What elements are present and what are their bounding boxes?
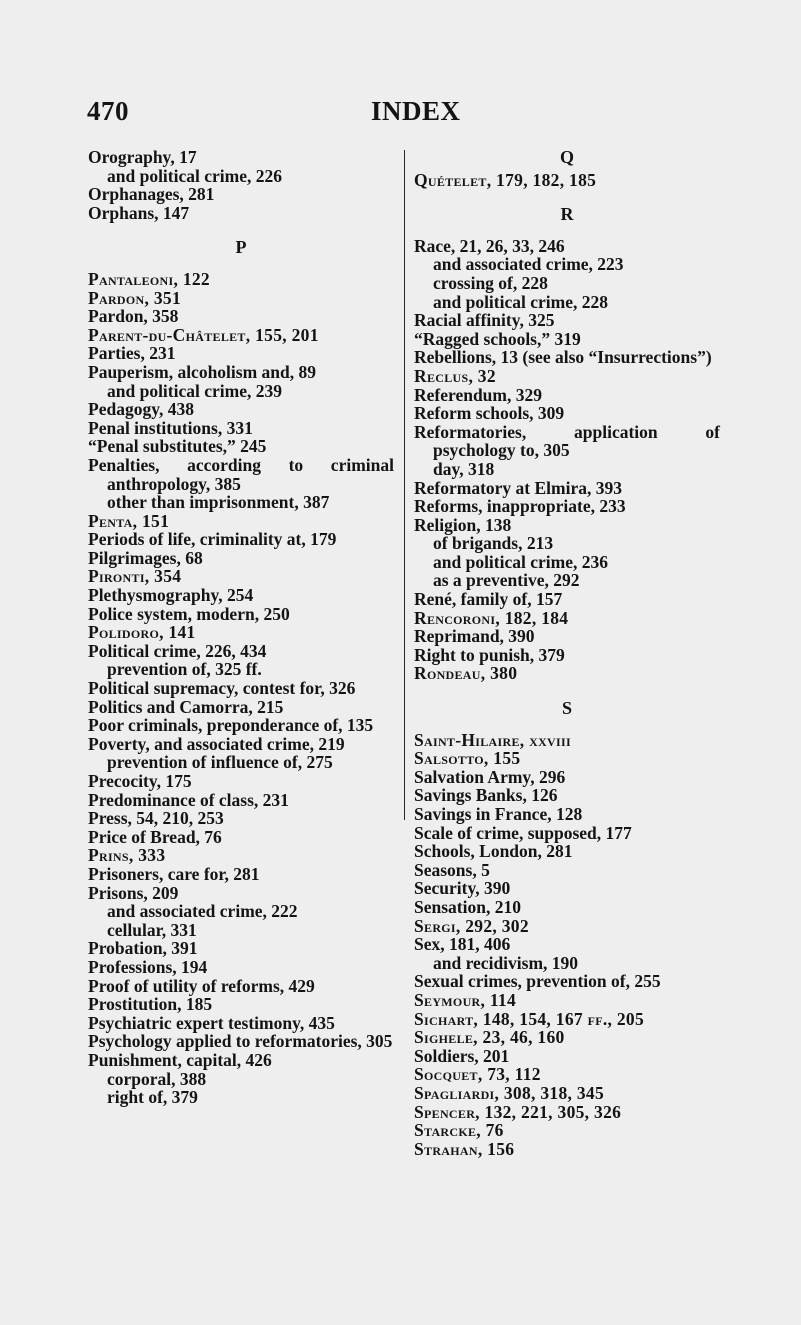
index-entry: Poverty, and associated crime, 219	[88, 733, 345, 754]
index-entry: Rebellions, 13 (see also “Insurrections”)	[414, 347, 712, 368]
index-entry: Referendum, 329	[414, 384, 542, 405]
index-subentry: and associated crime, 222	[107, 901, 298, 922]
index-entry: Plethysmography, 254	[88, 585, 254, 606]
index-entry: Strahan, 156	[414, 1138, 515, 1159]
index-entry: Orphanages, 281	[88, 184, 215, 205]
index-entry: Price of Bread, 76	[88, 826, 222, 847]
column-divider	[404, 150, 405, 820]
index-entry: Political crime, 226, 434	[88, 640, 267, 661]
index-entry: Savings in France, 128	[414, 804, 583, 824]
left-column	[88, 148, 394, 1107]
index-entry: Orphans, 147	[88, 202, 190, 223]
index-entry: Pilgrimages, 68	[88, 547, 203, 568]
index-entry: Reform schools, 309	[414, 403, 565, 424]
index-entry: Prisons, 209	[88, 882, 179, 903]
right-column	[414, 148, 720, 1158]
section-letter: P	[235, 237, 247, 258]
index-entry: Probation, 391	[88, 938, 198, 959]
index-entry: Seasons, 5	[414, 859, 490, 880]
index-entry: Religion, 138	[414, 514, 512, 535]
index-entry: Polidoro, 141	[88, 622, 196, 643]
index-subentry: as a preventive, 292	[433, 570, 580, 591]
index-entry: Seymour, 114	[414, 989, 517, 1010]
section-letter: Q	[559, 147, 574, 167]
index-entry: Predominance of class, 231	[88, 789, 289, 810]
index-subentry: and political crime, 239	[107, 380, 282, 401]
index-entry: Reprimand, 390	[414, 626, 535, 647]
index-subentry: and associated crime, 223	[433, 254, 624, 275]
index-subentry: and political crime, 226	[107, 165, 282, 186]
index-entry: Salvation Army, 296	[414, 766, 566, 787]
index-entry: Pauperism, alcoholism and, 89	[88, 361, 317, 382]
index-entry: Pardon, 351	[88, 287, 181, 308]
index-entry: Psychology applied to reformatories, 305	[88, 1031, 393, 1052]
index-entry: Sex, 181, 406	[414, 934, 511, 955]
section-letter: R	[560, 204, 574, 225]
index-entry: Spencer, 132, 221, 305, 326	[414, 1101, 622, 1122]
index-subentry: cellular, 331	[107, 919, 197, 940]
index-subentry: prevention of, 325 ff.	[107, 659, 262, 680]
index-entry: Soldiers, 201	[414, 1045, 510, 1066]
index-entry: Racial affinity, 325	[414, 310, 555, 331]
index-entry: Police system, modern, 250	[88, 603, 290, 624]
index-entry: Poor criminals, preponderance of, 135	[88, 715, 374, 736]
index-entry: Professions, 194	[88, 956, 208, 977]
index-entry: René, family of, 157	[414, 589, 563, 610]
index-entry: Pedagogy, 438	[88, 399, 194, 420]
index-entry: Sighele, 23, 46, 160	[414, 1027, 565, 1048]
index-entry: Socquet, 73, 112	[414, 1064, 541, 1085]
index-entry: Race, 21, 26, 33, 246	[414, 235, 565, 256]
index-entry: Rencoroni, 182, 184	[414, 607, 569, 628]
index-subentry: corporal, 388	[107, 1068, 207, 1089]
index-entry: Security, 390	[414, 878, 511, 899]
index-entry: Pironti, 354	[88, 566, 182, 587]
index-entry: Prisoners, care for, 281	[88, 863, 260, 884]
index-entry: Schools, London, 281	[414, 841, 573, 862]
index-entry: Penta, 151	[88, 510, 170, 531]
index-entry: Sichart, 148, 154, 167 ff., 205	[414, 1008, 645, 1029]
index-entry: Sergi, 292, 302	[414, 915, 529, 936]
index-subentry: day, 318	[433, 458, 495, 479]
index-entry: Political supremacy, contest for, 326	[88, 678, 356, 699]
index-entry: Penal institutions, 331	[88, 417, 253, 438]
index-subentry: of brigands, 213	[433, 533, 554, 554]
index-entry: Proof of utility of reforms, 429	[88, 975, 315, 996]
index-entry: Politics and Camorra, 215	[88, 696, 284, 717]
index-entry: Pantaleoni, 122	[88, 268, 210, 289]
index-entry: Pardon, 358	[88, 306, 179, 327]
index-entry: Right to punish, 379	[414, 644, 565, 665]
index-entry: Rondeau, 380	[414, 663, 518, 684]
index-entry: “Ragged schools,” 319	[414, 328, 581, 349]
running-head: INDEX	[371, 96, 461, 126]
index-subentry: and political crime, 236	[433, 551, 608, 572]
index-entry: Prostitution, 185	[88, 994, 213, 1015]
index-entry: Savings Banks, 126	[414, 785, 558, 806]
index-entry: Parties, 231	[88, 343, 176, 364]
index-subentry: prevention of influence of, 275	[107, 752, 333, 773]
index-subentry: other than imprisonment, 387	[107, 492, 330, 513]
index-entry: Penalties, according to criminal anthropology, 385	[88, 454, 394, 494]
index-entry: Scale of crime, supposed, 177	[414, 822, 632, 843]
index-entry: Reclus, 32	[414, 365, 496, 386]
index-entry: Saint-Hilaire, xxviii	[414, 729, 571, 750]
index-entry: Spagliardi, 308, 318, 345	[414, 1082, 605, 1103]
index-entry: Reforms, inappropriate, 233	[414, 496, 626, 517]
index-entry: Parent-du-Châtelet, 155, 201	[88, 324, 319, 345]
index-entry: Reformatory at Elmira, 393	[414, 477, 622, 498]
index-entry: Press, 54, 210, 253	[88, 808, 224, 829]
index-entry: Psychiatric expert testimony, 435	[88, 1012, 335, 1033]
index-subentry: right of, 379	[107, 1087, 198, 1108]
section-letter: S	[561, 698, 572, 719]
index-entry: Orography, 17	[88, 147, 197, 167]
index-entry: Sexual crimes, prevention of, 255	[414, 971, 661, 992]
index-subentry: and political crime, 228	[433, 291, 608, 312]
index-entry: Punishment, capital, 426	[88, 1049, 272, 1070]
index-entry: Salsotto, 155	[414, 748, 521, 769]
index-entry: Precocity, 175	[88, 771, 192, 791]
index-entry: Starcke, 76	[414, 1120, 504, 1141]
page-number: 470	[87, 96, 129, 126]
index-subentry: and recidivism, 190	[433, 952, 579, 973]
index-entry: Prins, 333	[88, 845, 166, 866]
index-entry: “Penal substitutes,” 245	[88, 436, 267, 457]
index-entry: Sensation, 210	[414, 896, 521, 917]
index-entry: Reformatories, application of psychology to, 305	[414, 421, 720, 461]
index-entry: Periods of life, criminality at, 179	[88, 529, 337, 550]
index-entry: Quételet, 179, 182, 185	[414, 169, 597, 190]
index-subentry: crossing of, 228	[433, 272, 548, 293]
